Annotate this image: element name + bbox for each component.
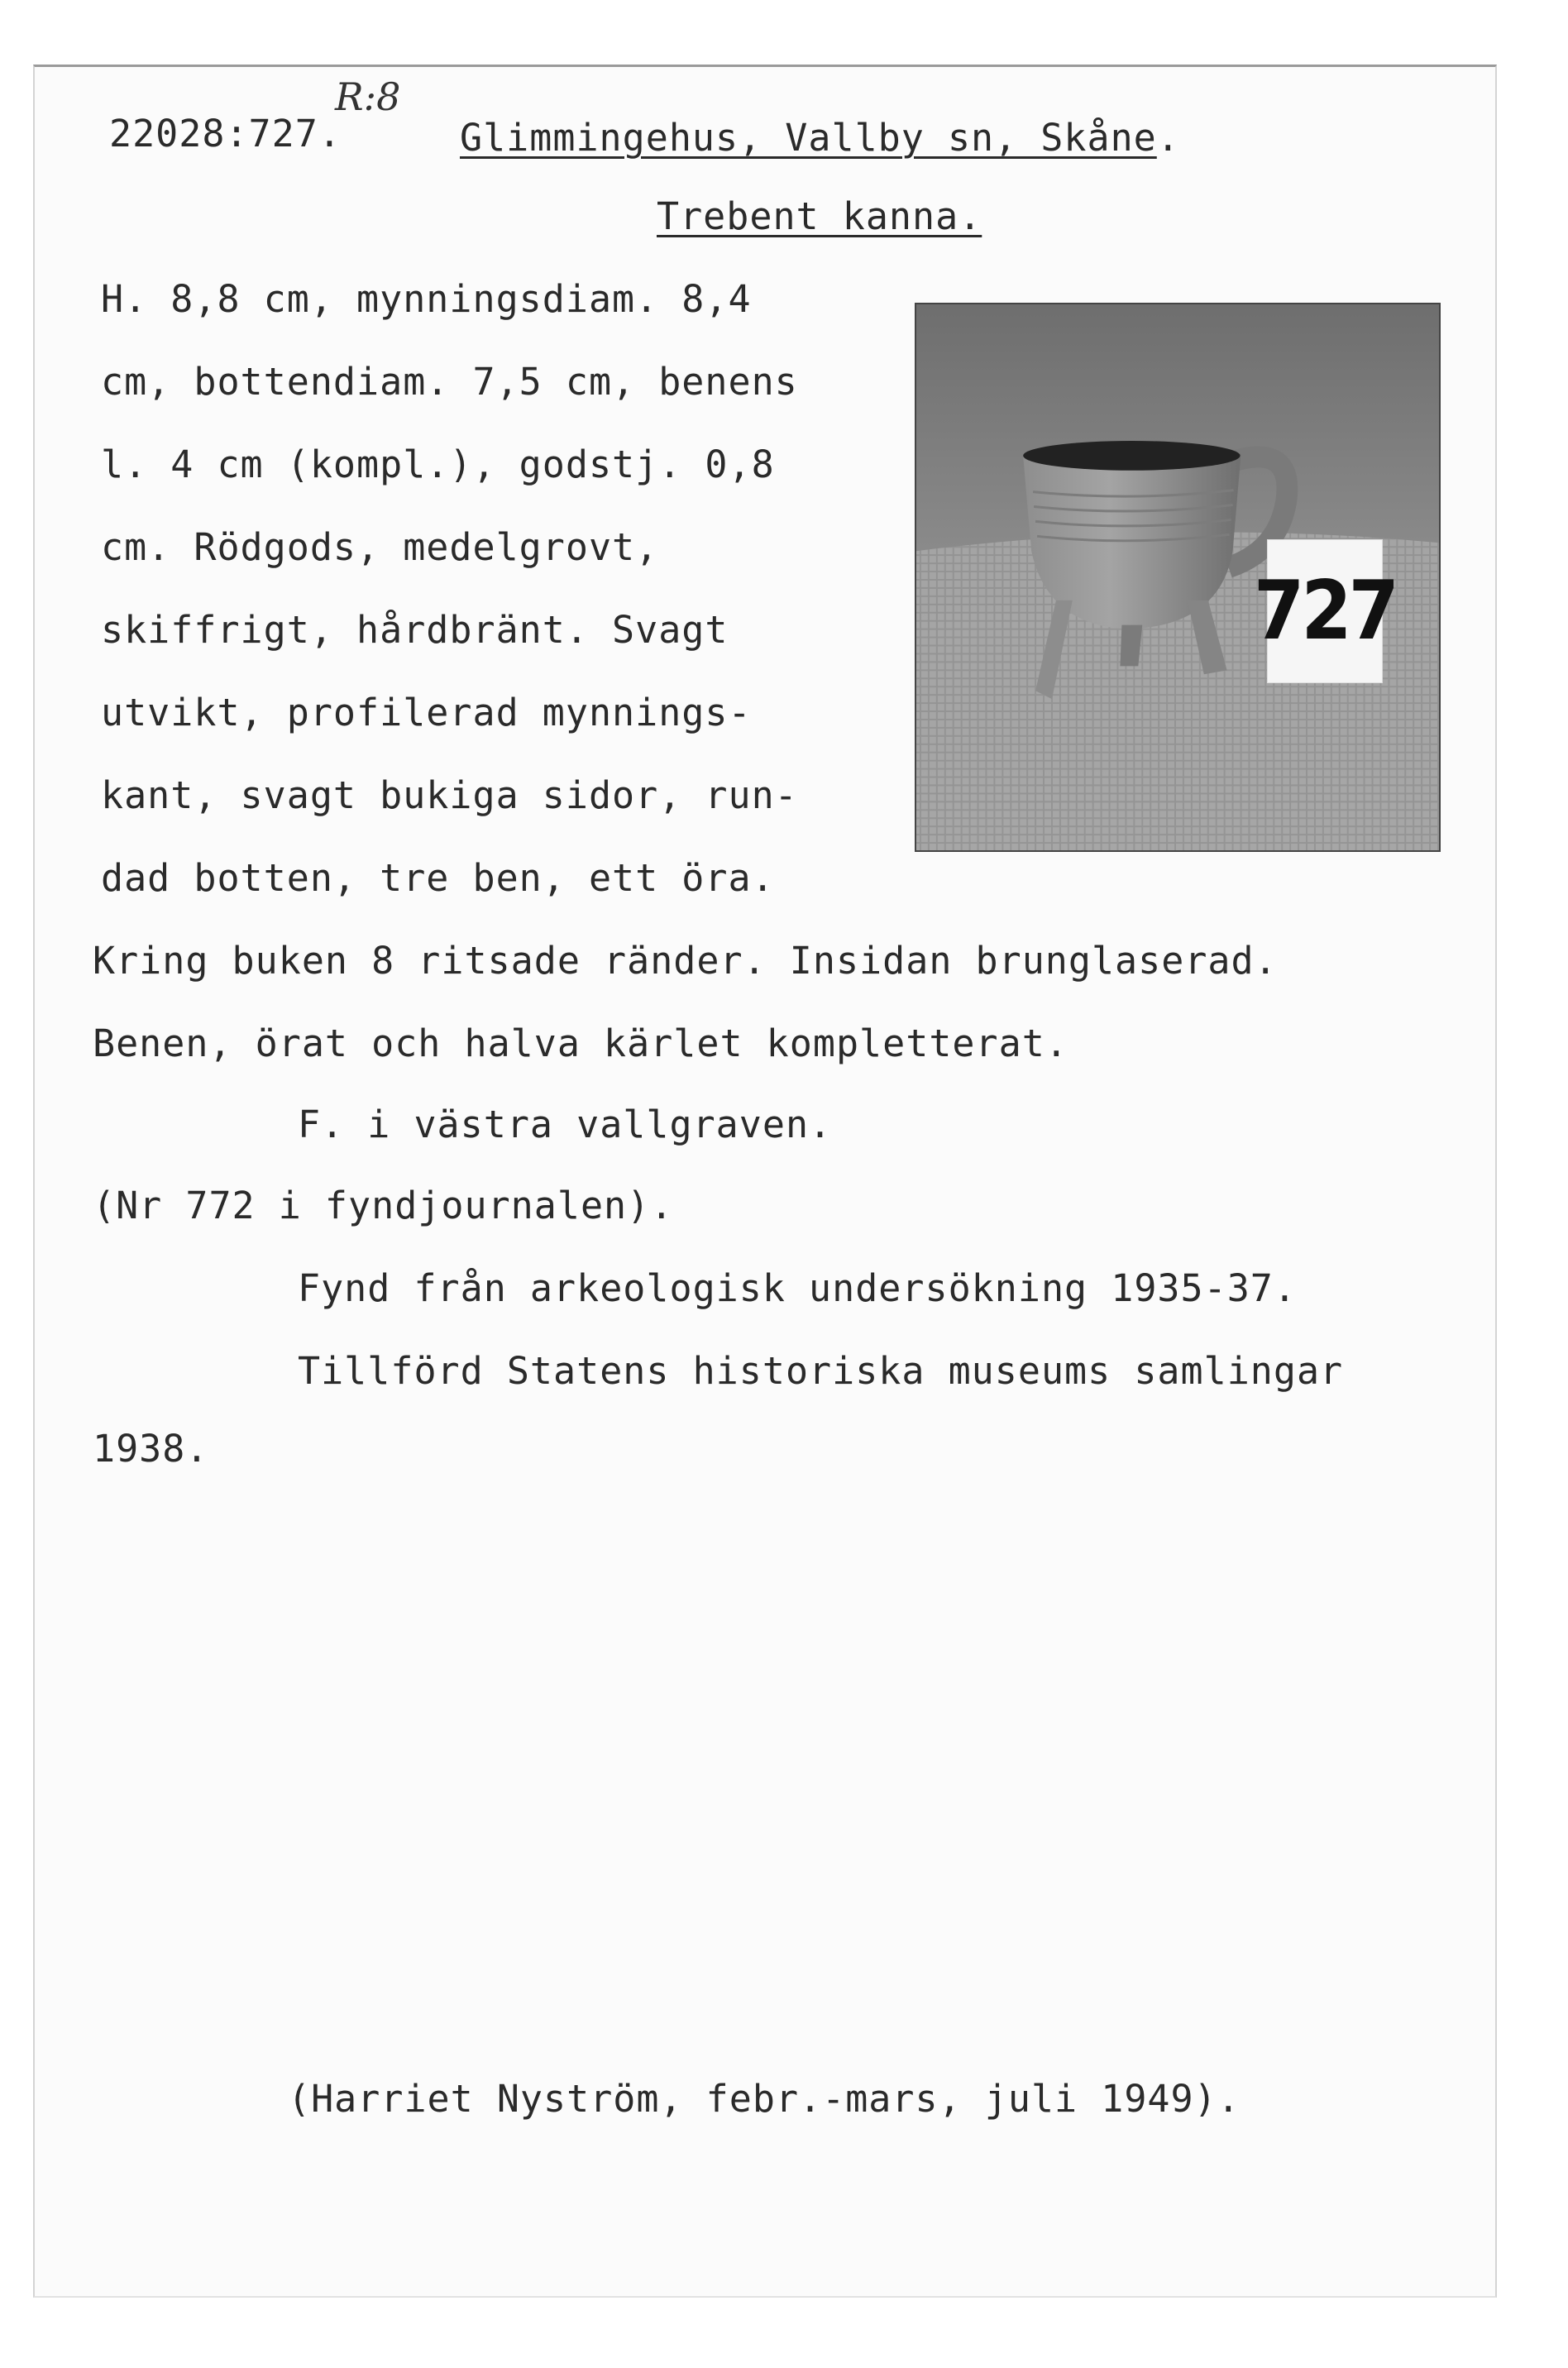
description-line: cm. Rödgods, medelgrovt, [101, 525, 659, 569]
description-line: utvikt, profilerad mynnings- [101, 691, 752, 734]
description-line: skiffrigt, hårdbränt. Svagt [101, 608, 729, 652]
handwritten-note: R:8 [335, 74, 401, 119]
locality-text: Glimmingehus, Vallby sn, Skåne [460, 116, 1157, 160]
acquisition-year: 1938. [93, 1427, 209, 1471]
locality [460, 113, 1180, 163]
photo-number-label: 727 [1267, 539, 1383, 683]
object-photo [915, 303, 1441, 852]
description-line: kant, svagt bukiga sidor, run- [101, 773, 798, 817]
acquisition-line: Tillförd Statens historiska museums samlingar [298, 1349, 1344, 1393]
journal-note: (Nr 772 i fyndjournalen). [93, 1184, 674, 1227]
find-place: F. i västra vallgraven. [298, 1103, 833, 1146]
description-line: cm, bottendiam. 7,5 cm, benens [101, 360, 798, 404]
description-line: Benen, örat och halva kärlet kompletterat. [93, 1021, 1068, 1065]
find-origin: Fynd från arkeologisk undersökning 1935-37. [298, 1266, 1297, 1310]
author-signature: (Harriet Nyström, febr.-mars, juli 1949). [288, 2077, 1241, 2121]
description-line: dad botten, tre ben, ett öra. [101, 856, 775, 900]
description-line: l. 4 cm (kompl.), godstj. 0,8 [101, 443, 775, 486]
description-line: Kring buken 8 ritsade ränder. Insidan brunglaserad. [93, 939, 1278, 983]
inventory-number: 22028:727. [109, 112, 342, 155]
locality-period: . [1156, 116, 1180, 160]
description-line: H. 8,8 cm, mynningsdiam. 8,4 [101, 277, 752, 321]
object-name: Trebent kanna. [657, 194, 982, 238]
